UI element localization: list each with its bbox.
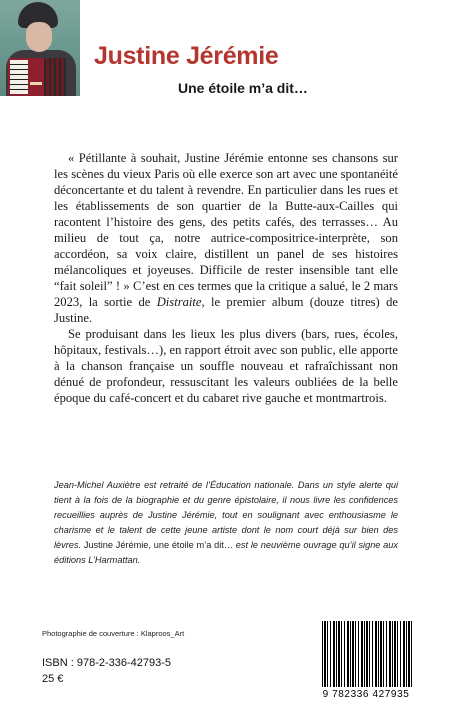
accordion-brand-plate <box>30 82 42 85</box>
barcode-number: 9 782336 427935 <box>322 689 410 700</box>
book-subtitle: Une étoile m’a dit… <box>178 80 308 96</box>
photo-credit: Photographie de couverture : Klaproos_Art <box>42 629 185 638</box>
barcode-block <box>314 615 418 707</box>
blurb-text: « Pétillante à souhait, Justine Jérémie entonne ses chansons sur les scènes du vieux Paris où elle exerce son art avec une spontanéité déconcertante et du talent à revendre. En particulier dans les rues et les établissements de son quartier de la Butte-aux-Cailles qui racontent l’histoire des gens, des petits cafés, des terrasses… Au milieu de tout ça, notre autrice-compositrice-interprète, son accordéon, sa voix claire, distillent un panel de ses histoires mélancoliques et joyeuses. Difficile de rester insensible tant elle “fait soleil” ! » C’est en ces termes que la critique a salué, le 2 mars 2023, la sortie de <box>54 151 398 309</box>
back-cover-blurb <box>54 150 398 406</box>
accordion-bellows <box>44 58 66 96</box>
author-bio-text: est le neuvième ouvrage qu’il signe aux éditions L’Harmattan. <box>54 540 398 565</box>
author-bio-text: Jean-Michel Auxiètre est retraité de l’Éducation nationale. Dans un style alerte qui tient à la fois de la biographie et du genre épistolaire, il nous livre les confidences recueillies auprès de Justine Jérémie, tout en soulignant avec enthousiasme le charisme et le talent de cette jeune artiste dont le nom court déjà sur bien des lèvres. <box>54 480 398 550</box>
cover-photo <box>0 0 80 96</box>
photo-figure-face <box>26 22 52 52</box>
price: 25 € <box>42 673 64 685</box>
blurb-paragraph-2: Se produisant dans les lieux les plus divers (bars, rues, écoles, hôpitaux, festivals…), en rapport étroit avec son public, elle apporte à la chanson française un souffle nouveau et rafraîchissant non dénué de profondeur, ressuscitant les valeurs oubliées de la belle époque du café-concert et du cabaret rive gauche et montmartrois. <box>54 327 398 405</box>
accordion-keys <box>10 60 28 94</box>
author-bio <box>54 478 398 568</box>
book-title: Justine Jérémie <box>94 42 279 70</box>
blurb-paragraph-1 <box>54 150 398 326</box>
blurb-text: , le premier album (douze titres) de Justine. <box>54 295 398 325</box>
barcode-image <box>322 621 414 687</box>
album-title: Distraite <box>156 295 202 309</box>
isbn: ISBN : 978-2-336-42793-5 <box>42 657 172 669</box>
author-bio-book-title: Justine Jérémie, une étoile m’a dit… <box>83 540 234 550</box>
